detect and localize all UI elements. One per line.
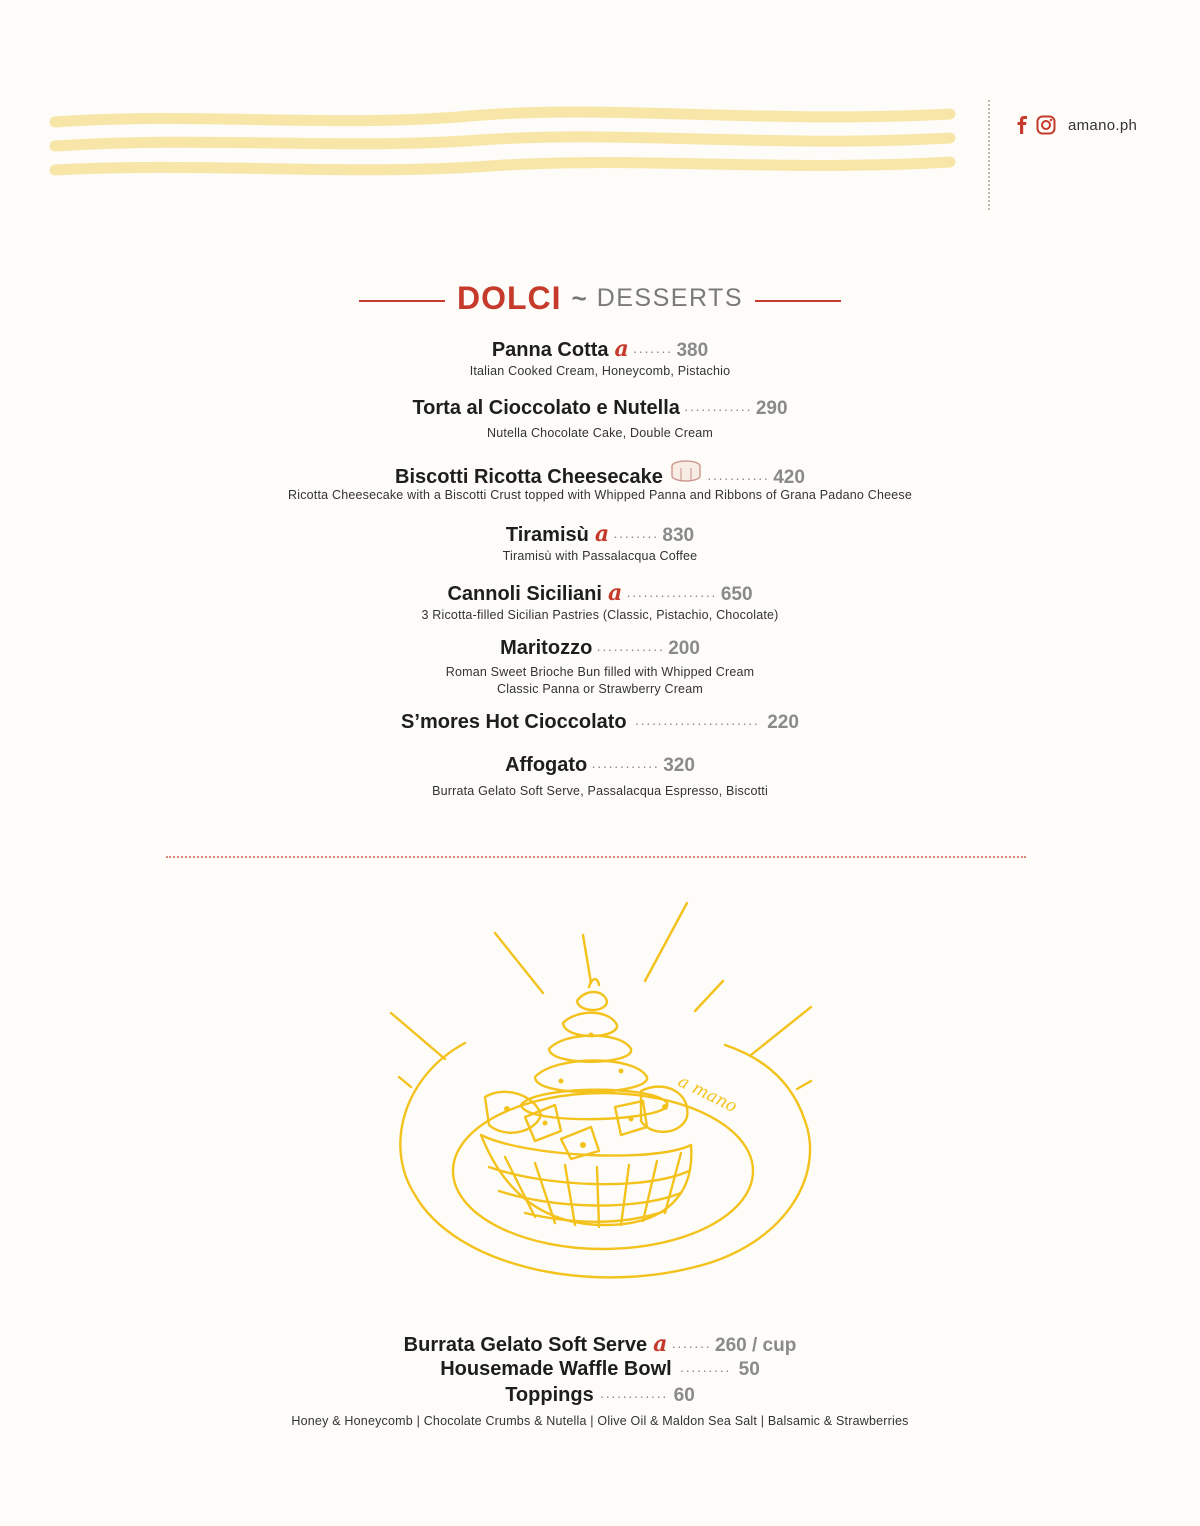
menu-item-price: 420 [773, 467, 805, 488]
menu-item [0, 1331, 1200, 1357]
menu-item-description: Nutella Chocolate Cake, Double Cream [486, 426, 714, 440]
menu-item-price: 60 [673, 1385, 695, 1406]
menu-item [0, 1358, 1200, 1381]
menu-item-description: Burrata Gelato Soft Serve, Passalacqua Espresso, Biscotti [432, 784, 768, 798]
leader-dots: ············ [599, 1388, 668, 1404]
menu-item-name: S’mores Hot Cioccolato [401, 711, 627, 733]
gelato-waffle-bowl-illustration [385, 895, 815, 1295]
leader-dots: ··········· [706, 470, 770, 486]
cheese-icon [669, 459, 703, 483]
header-wave-stripes [0, 90, 960, 190]
leader-dots: ············ [683, 401, 752, 417]
menu-item [0, 336, 1200, 362]
amano-signature-icon: a [594, 521, 610, 547]
illustration-brand-mark: a mano [674, 1071, 741, 1118]
leader-dots: ················ [626, 587, 717, 603]
leader-dots: ············ [596, 641, 665, 657]
leader-dots: ······· [632, 343, 673, 359]
menu-item-name: Toppings [505, 1384, 594, 1406]
menu-item [0, 580, 1200, 606]
menu-item-name: Cannoli Siciliani [447, 583, 602, 605]
leader-dots: ········· [679, 1362, 731, 1378]
menu-item-price: 50 [738, 1359, 760, 1380]
menu-item-price: 650 [720, 584, 753, 605]
section-rule-right [755, 300, 841, 302]
toppings-list: Honey & Honeycomb | Chocolate Crumbs & Nutella | Olive Oil & Maldon Sea Salt | Balsamic & Strawberries [291, 1414, 909, 1428]
menu-item [0, 459, 1200, 489]
menu-item-price: 830 [662, 525, 695, 546]
menu-item-price: 260 / cup [715, 1335, 797, 1356]
social-handle[interactable]: amano.ph [1068, 116, 1138, 134]
header-vertical-divider [988, 100, 990, 210]
menu-item-price: 380 [676, 340, 709, 361]
section-title: DOLCI [456, 280, 562, 316]
section-divider [166, 856, 1026, 858]
menu-item-name: Torta al Cioccolato e Nutella [412, 397, 680, 419]
facebook-icon[interactable] [1016, 116, 1028, 134]
menu-item-description: Roman Sweet Brioche Bun filled with Whipped Cream [445, 665, 755, 679]
menu-item-description: Ricotta Cheesecake with a Biscotti Crust topped with Whipped Panna and Ribbons of Grana Padano Cheese [287, 488, 913, 502]
amano-signature-icon: a [653, 1331, 668, 1357]
leader-dots: ······· [671, 1338, 711, 1354]
menu-item-name: Biscotti Ricotta Cheesecake [395, 466, 663, 488]
menu-item-description: Classic Panna or Strawberry Cream [497, 682, 703, 696]
menu-item [0, 711, 1200, 734]
menu-item-name: Housemade Waffle Bowl [440, 1358, 672, 1380]
section-rule-left [359, 300, 445, 302]
leader-dots: ······················ [634, 715, 760, 731]
leader-dots: ········ [613, 528, 659, 544]
section-separator: ~ [571, 283, 587, 313]
menu-item [0, 521, 1200, 547]
amano-signature-icon: a [607, 580, 623, 606]
menu-item-name: Panna Cotta [491, 339, 609, 361]
menu-item-name: Affogato [505, 754, 588, 776]
amano-signature-icon: a [614, 336, 629, 362]
section-subtitle: DESSERTS [596, 284, 744, 312]
section-header [0, 280, 1200, 317]
menu-item-price: 290 [755, 398, 788, 419]
menu-item-name: Burrata Gelato Soft Serve [403, 1334, 648, 1356]
menu-item-price: 220 [767, 712, 799, 733]
menu-item [0, 637, 1200, 660]
menu-item-price: 320 [663, 755, 695, 776]
menu-item-description: Tiramisù with Passalacqua Coffee [502, 549, 698, 563]
menu-item-price: 200 [668, 638, 700, 659]
instagram-icon[interactable] [1036, 115, 1056, 135]
menu-item [0, 1384, 1200, 1407]
menu-item-description: Italian Cooked Cream, Honeycomb, Pistachio [469, 364, 731, 378]
menu-item [0, 754, 1200, 777]
menu-item-name: Maritozzo [500, 637, 593, 659]
social-links [1016, 115, 1137, 135]
menu-item [0, 397, 1200, 420]
leader-dots: ············ [591, 758, 660, 774]
menu-item-description: 3 Ricotta-filled Sicilian Pastries (Classic, Pistachio, Chocolate) [421, 608, 779, 622]
menu-item-name: Tiramisù [505, 524, 589, 546]
